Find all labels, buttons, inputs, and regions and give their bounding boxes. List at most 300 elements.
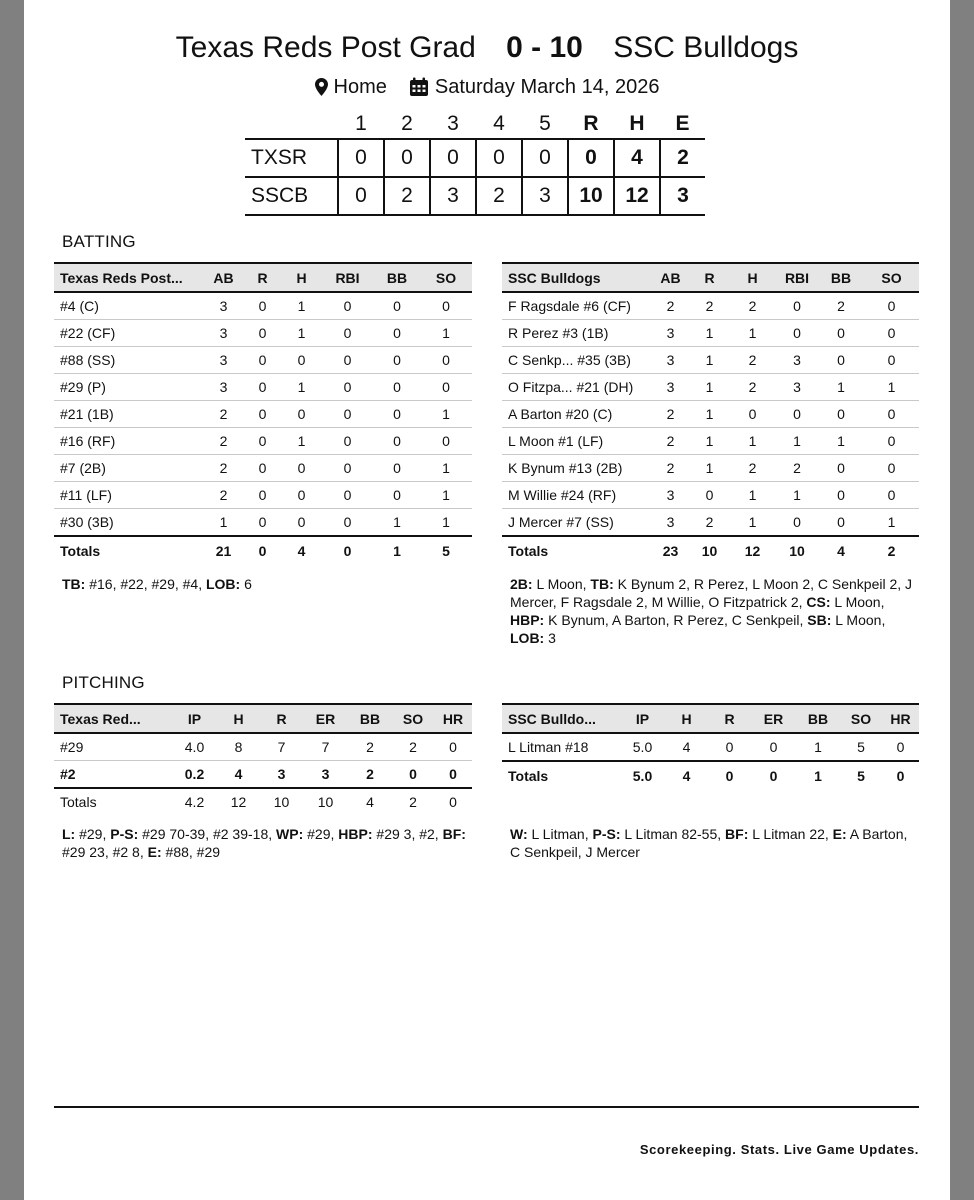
stat-cell: 1 [420,320,472,347]
stat-cell: 1 [282,374,321,401]
table-row [54,320,472,347]
note-text: #29 3, #2, [372,826,443,842]
stat-cell: 0 [282,509,321,537]
stat-cell: 3 [204,320,243,347]
player-name: #4 (C) [54,292,204,320]
note-label: SB: [807,612,832,628]
stat-cell: 0 [374,428,420,455]
home-batting-notes [510,575,920,647]
stat-cell: 0 [776,292,818,320]
stat-column-header: ER [751,704,796,733]
stat-cell: 1 [204,509,243,537]
stat-cell: 0 [690,482,729,509]
stat-column-header: H [665,704,708,733]
stat-cell: 3 [651,374,690,401]
team-column-header: Texas Reds Post... [54,263,204,292]
totals-label: Totals [54,536,204,565]
stat-column-header: R [243,263,282,292]
team-column-header: Texas Red... [54,704,172,733]
note-label: E: [147,844,162,860]
stat-cell: 0 [864,455,919,482]
stat-cell: 1 [776,428,818,455]
stat-cell: 0 [243,482,282,509]
inning-score: 2 [384,177,430,215]
table-row [54,761,472,789]
total-cell: 0 [708,761,751,790]
stat-cell: 4 [217,761,260,789]
stat-cell: 3 [260,761,303,789]
stat-cell: 0 [818,509,864,537]
stat-column-header: RBI [776,263,818,292]
stat-cell: 2 [348,761,392,789]
stat-cell: 0 [420,428,472,455]
total-cell: 21 [204,536,243,565]
away-pitching-notes [62,825,472,861]
player-name: L Litman #18 [502,733,620,761]
stat-cell: 2 [729,292,776,320]
stat-cell: 0 [776,320,818,347]
table-row [54,347,472,374]
total-cell: 0 [882,761,919,790]
stat-cell: 1 [776,482,818,509]
table-row [54,292,472,320]
total-cell: 0 [449,794,457,810]
stat-cell: 2 [651,455,690,482]
stat-cell: 3 [204,347,243,374]
stat-cell: 1 [729,320,776,347]
stat-column-header: SO [864,263,919,292]
stat-column-header: IP [172,704,217,733]
inning-score: 0 [476,139,522,177]
table-header-row [54,704,472,733]
stat-cell: 0 [374,455,420,482]
stat-cell: 0 [751,733,796,761]
totals-row [502,536,919,565]
total-cell: 10 [273,794,290,810]
line-score-row-home [245,177,705,215]
away-batting-notes [62,575,472,593]
stat-cell: 0 [321,320,374,347]
stat-cell: 0 [434,761,472,789]
total-cell: 2 [409,794,417,810]
stat-cell: 3 [204,292,243,320]
table-row [54,509,472,537]
stat-cell: 0 [282,347,321,374]
inning-header: 3 [447,112,459,135]
player-name: #30 (3B) [54,509,204,537]
stat-column-header: SO [420,263,472,292]
stat-column-header: BB [348,704,392,733]
stat-cell: 0 [282,455,321,482]
stat-cell: 0 [321,482,374,509]
note-text: 3 [544,630,556,646]
stat-cell: 2 [690,509,729,537]
stat-cell: 2 [776,455,818,482]
batting-section-title: BATTING [62,232,136,251]
table-row [502,428,919,455]
stat-cell: 1 [690,401,729,428]
location-pin-icon [315,78,328,96]
note-text: 6 [240,576,252,592]
totals-row [54,788,472,815]
home-pitching-notes [510,825,920,861]
stat-cell: 0 [864,401,919,428]
stat-cell: 1 [729,509,776,537]
stat-cell: 1 [282,428,321,455]
stat-cell: 0 [243,509,282,537]
totals-label: Totals [60,794,97,810]
stat-cell: 0 [243,292,282,320]
line-score-team: SSCB [251,184,309,207]
inning-score: 0 [430,139,476,177]
inning-score: 0 [338,139,384,177]
stat-cell: 1 [864,509,919,537]
stat-cell: 0 [321,455,374,482]
table-row [54,374,472,401]
note-label: WP: [276,826,304,842]
player-name: #11 (LF) [54,482,204,509]
stat-cell: 0 [321,509,374,537]
stat-cell: 3 [651,482,690,509]
inning-header: 5 [539,112,551,135]
stat-cell: 2 [729,347,776,374]
stat-cell: 0 [864,292,919,320]
totals-row [502,761,919,790]
stat-cell: 0 [374,401,420,428]
stat-cell: 0 [864,482,919,509]
table-row [54,482,472,509]
game-header [24,28,950,100]
final-score: 0 - 10 [506,31,583,64]
stat-cell: 1 [796,733,840,761]
stat-cell: 4 [665,733,708,761]
footer-tagline: Scorekeeping. Stats. Live Game Updates. [639,1142,919,1157]
stat-cell: 1 [690,320,729,347]
total-cell: 2 [864,536,919,565]
stat-cell: 1 [420,482,472,509]
stat-cell: 0 [243,401,282,428]
total-cell: 5 [840,761,882,790]
stat-cell: 3 [303,761,348,789]
player-name: #2 [54,761,172,789]
stat-column-header: H [217,704,260,733]
stat-cell: 2 [651,292,690,320]
errors-total: 3 [660,177,705,215]
total-cell: 5.0 [620,761,665,790]
stat-cell: 2 [348,733,392,761]
totals-label: Totals [502,761,620,790]
inning-header: 1 [355,112,367,135]
table-row [502,347,919,374]
stat-cell: 0 [243,374,282,401]
stat-cell: 2 [204,482,243,509]
game-title [24,28,950,68]
hits-total: 12 [614,177,660,215]
stat-column-header: BB [374,263,420,292]
total-cell: 4 [282,536,321,565]
total-cell: 5 [420,536,472,565]
total-cell: 4 [818,536,864,565]
note-text: L Moon, [830,594,889,610]
note-text: #29, [303,826,339,842]
line-score-team: TXSR [251,146,308,169]
stat-cell: 0 [243,347,282,374]
inning-score: 2 [476,177,522,215]
stat-cell: 0 [434,733,472,761]
away-pitching-table [54,703,472,815]
stat-column-header: H [729,263,776,292]
stat-cell: 1 [864,374,919,401]
stat-cell: 0 [420,374,472,401]
player-name: L Moon #1 (LF) [502,428,651,455]
note-label: 2B: [510,576,533,592]
player-name: #29 [54,733,172,761]
inning-score: 0 [338,177,384,215]
stat-cell: 0 [374,482,420,509]
hits-header: H [629,112,645,135]
table-row [502,455,919,482]
stat-cell: 0 [818,482,864,509]
stat-cell: 1 [420,455,472,482]
table-row [502,292,919,320]
stat-cell: 1 [374,509,420,537]
stat-cell: 2 [651,401,690,428]
stat-cell: 3 [776,347,818,374]
stat-cell: 3 [204,374,243,401]
stat-cell: 5.0 [620,733,665,761]
stat-cell: 1 [690,455,729,482]
stat-cell: 2 [392,733,434,761]
note-text: L Litman, [527,826,593,842]
stat-cell: 2 [204,428,243,455]
note-text: L Litman 22, [748,826,833,842]
away-batting-table [54,262,472,565]
total-cell: 12 [230,794,247,810]
stat-cell: 1 [690,347,729,374]
player-name: K Bynum #13 (2B) [502,455,651,482]
stat-cell: 0 [321,428,374,455]
stat-cell: 3 [651,320,690,347]
line-score-header [245,110,705,139]
pitching-section-title: PITCHING [62,673,145,692]
stat-column-header: ER [303,704,348,733]
total-cell: 10 [317,794,334,810]
stat-column-header: RBI [321,263,374,292]
stat-cell: 0 [818,320,864,347]
stat-cell: 0 [282,482,321,509]
table-row [502,374,919,401]
stat-cell: 0 [374,374,420,401]
stat-cell: 0 [392,761,434,789]
stat-cell: 0 [420,292,472,320]
stat-cell: 1 [420,401,472,428]
table-header-row [502,263,919,292]
game-location: Home [333,76,387,98]
table-row [502,320,919,347]
game-date: Saturday March 14, 2026 [434,76,660,98]
totals-row [54,536,472,565]
total-cell: 0 [751,761,796,790]
table-header-row [54,263,472,292]
total-cell: 4 [366,794,374,810]
stat-cell: 0 [321,401,374,428]
runs-header: R [583,112,599,135]
stat-cell: 1 [690,374,729,401]
stat-cell: 0 [321,292,374,320]
stat-cell: 1 [729,482,776,509]
home-pitching-table [502,703,919,790]
total-cell: 1 [374,536,420,565]
note-label: P-S: [592,826,621,842]
stat-cell: 0 [818,401,864,428]
stat-column-header: IP [620,704,665,733]
note-label: E: [832,826,847,842]
stat-cell: 0 [708,733,751,761]
stat-cell: 1 [282,292,321,320]
player-name: J Mercer #7 (SS) [502,509,651,537]
footer-divider [54,1106,919,1108]
total-cell: 23 [651,536,690,565]
note-text: #88, #29 [161,844,221,860]
stat-column-header: HR [882,704,919,733]
note-text: L Litman 82-55, [620,826,726,842]
stat-cell: 0 [776,509,818,537]
calendar-icon [409,77,429,97]
stat-cell: 0 [243,320,282,347]
player-name: #88 (SS) [54,347,204,374]
home-team-name: SSC Bulldogs [613,31,799,64]
stat-column-header: R [690,263,729,292]
line-score-table [245,110,705,216]
table-row [502,482,919,509]
note-label: P-S: [110,826,139,842]
team-column-header: SSC Bulldo... [502,704,620,733]
stat-column-header: BB [796,704,840,733]
stat-cell: 0 [818,455,864,482]
inning-score: 0 [522,139,568,177]
player-name: #16 (RF) [54,428,204,455]
total-cell: 4.2 [184,794,205,810]
note-label: BF: [725,826,749,842]
stat-cell: 0 [729,401,776,428]
stat-cell: 3 [651,509,690,537]
inning-score: 3 [430,177,476,215]
stat-cell: 0 [374,320,420,347]
total-cell: 10 [690,536,729,565]
line-score-row-away [245,139,705,177]
note-label: L: [62,826,76,842]
stat-column-header: AB [651,263,690,292]
player-name: #29 (P) [54,374,204,401]
note-label: HBP: [510,612,545,628]
stat-column-header: HR [434,704,472,733]
stat-cell: 0 [321,347,374,374]
stat-cell: 1 [818,374,864,401]
stat-cell: 7 [260,733,303,761]
stat-column-header: SO [392,704,434,733]
stat-cell: 0 [282,401,321,428]
note-text: L Moon, [831,612,890,628]
table-row [502,509,919,537]
total-cell: 12 [729,536,776,565]
stat-cell: 0 [420,347,472,374]
stat-cell: 2 [729,374,776,401]
note-text: #29, [75,826,111,842]
table-row [502,401,919,428]
table-header-row [502,704,919,733]
stat-cell: 0 [374,292,420,320]
stat-column-header: H [282,263,321,292]
stat-cell: 0 [864,320,919,347]
inning-header: 4 [493,112,505,135]
note-text: K Bynum, A Barton, R Perez, C Senkpeil, [544,612,808,628]
player-name: #22 (CF) [54,320,204,347]
stat-cell: 0 [864,347,919,374]
player-name: #21 (1B) [54,401,204,428]
total-cell: 4 [665,761,708,790]
stat-cell: 1 [729,428,776,455]
team-column-header: SSC Bulldogs [502,263,651,292]
stat-column-header: BB [818,263,864,292]
stat-cell: 0.2 [172,761,217,789]
stat-cell: 0 [882,733,919,761]
stat-cell: 1 [282,320,321,347]
stat-column-header: R [708,704,751,733]
stat-cell: 3 [651,347,690,374]
note-label: LOB: [205,576,241,592]
runs-total: 0 [568,139,614,177]
note-text: #29 70-39, #2 39-18, [138,826,277,842]
stat-column-header: AB [204,263,243,292]
inning-score: 0 [384,139,430,177]
player-name: O Fitzpa... #21 (DH) [502,374,651,401]
stat-cell: 5 [840,733,882,761]
stat-cell: 1 [690,428,729,455]
table-row [54,401,472,428]
note-text: A Barton, C Senkpeil, J Mercer [510,826,912,860]
away-team-name: Texas Reds Post Grad [175,31,476,64]
player-name: R Perez #3 (1B) [502,320,651,347]
table-row [502,733,919,761]
stat-cell: 8 [217,733,260,761]
errors-total: 2 [660,139,705,177]
stat-cell: 0 [864,428,919,455]
game-info [24,74,950,100]
note-label: TB: [62,576,86,592]
player-name: C Senkp... #35 (3B) [502,347,651,374]
boxscore-page [24,0,950,1200]
note-text: #16, #22, #29, #4, [85,576,206,592]
player-name: F Ragsdale #6 (CF) [502,292,651,320]
note-text: K Bynum 2, R Perez, L Moon 2, C Senkpeil 2, J Mercer, F Ragsdale 2, M Willie, O Fitzpatrick 2, [510,576,916,610]
note-text: #29 23, #2 8, [62,826,470,860]
player-name: #7 (2B) [54,455,204,482]
stat-cell: 0 [243,428,282,455]
home-batting-table [502,262,919,565]
player-name: M Willie #24 (RF) [502,482,651,509]
stat-cell: 2 [690,292,729,320]
errors-header: E [675,112,690,135]
stat-cell: 0 [818,347,864,374]
totals-label: Totals [502,536,651,565]
note-label: TB: [590,576,614,592]
stat-cell: 2 [729,455,776,482]
inning-header: 2 [401,112,413,135]
player-name: A Barton #20 (C) [502,401,651,428]
total-cell: 0 [321,536,374,565]
stat-cell: 2 [651,428,690,455]
stat-cell: 7 [303,733,348,761]
